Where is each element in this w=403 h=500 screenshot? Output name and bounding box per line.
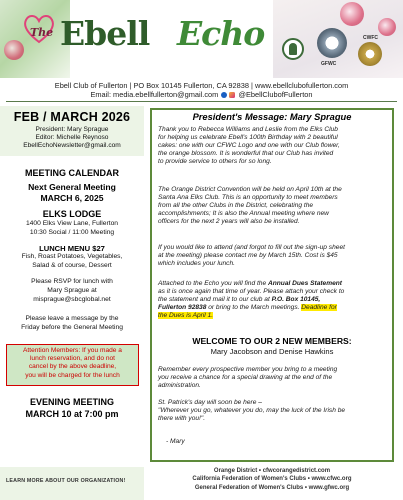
message-line: Santa Ana Elks Club. This is an opportunity to meet members: [158, 193, 338, 201]
message-line: [158, 304, 387, 312]
message-line: [158, 296, 387, 304]
message-line: administration.: [158, 381, 201, 389]
attention-line: lunch reservation, and do not: [29, 355, 116, 363]
contact-line: [0, 90, 403, 99]
message-paragraph: [158, 366, 387, 390]
cfwc-link[interactable]: California Federation of Women's Clubs • www.cfwc.org: [192, 476, 352, 483]
masthead-the: The: [30, 26, 54, 39]
new-member-names: Mary Jacobson and Denise Hawkins: [210, 347, 334, 356]
club-email[interactable]: Email: media.ebellfullerton@gmail.com: [90, 90, 219, 99]
evening-meeting-time: MARCH 10 at 7:00 pm: [25, 409, 119, 419]
message-line: the orange blossom. It is wonderful that our Club has invited: [158, 149, 334, 157]
welcome-heading: WELCOME TO OUR 2 NEW MEMBERS:: [192, 336, 352, 346]
gfwc-seal-icon: [317, 28, 347, 58]
flower-icon: [378, 18, 396, 36]
dues-statement-label: Annual Dues Statement: [267, 280, 342, 287]
message-text: or bring to the March meetings.: [206, 303, 302, 311]
message-line: [158, 280, 387, 288]
issue-editor: Editor: Michelle Reynoso: [35, 134, 109, 141]
flower-icon: [4, 40, 24, 60]
message-deadline: Friday before the General Meeting: [21, 324, 123, 331]
learn-more-link[interactable]: LEARN MORE ABOUT OUR ORGANIZATION!: [6, 478, 126, 484]
message-line: you receive a chance for a special drawing at the end of the: [158, 373, 333, 381]
dues-deadline-highlight: Deadline for: [301, 303, 337, 311]
message-line: If you would like to attend (and forgot to fill out the sign-up sheet: [158, 244, 345, 251]
cwfc-seal-label: CWFC: [363, 35, 378, 41]
president-message-panel: [150, 108, 394, 462]
facebook-icon[interactable]: [221, 92, 227, 98]
message-text: the statement and mail it to our club at: [158, 295, 272, 303]
message-line: accomplishments; It is also the Annual meeting where new: [158, 209, 329, 217]
message-line: cakes: one with our CFWC Logo and one with our Club flower,: [158, 141, 340, 149]
message-line: for helping us celebrate Ebell's 100th Birthday with 2 beautiful: [158, 133, 338, 141]
social-handle[interactable]: @EbellClubofFullerton: [238, 90, 313, 99]
issue-president: President: Mary Sprague: [35, 126, 109, 133]
masthead-title-ebell: Ebell: [60, 14, 150, 53]
message-line: "Wherever you go, whatever you do, may the luck of the Irish be: [158, 406, 346, 414]
issue-date: FEB / MARCH 2026: [13, 110, 131, 124]
attention-line: Attention Members: If you made a: [23, 347, 122, 354]
message-line: to provide service to others for so long.: [158, 157, 272, 165]
meeting-times: 10:30 Social / 11:00 Meeting: [29, 229, 115, 236]
issue-info-box: [0, 106, 144, 156]
next-meeting-label: Next General Meeting: [28, 182, 116, 192]
message-line: as it is once again that time of year. Please attach your check to: [158, 287, 345, 295]
gfwc-link[interactable]: General Federation of Women's Clubs • www.gfwc.org: [194, 484, 350, 491]
attention-notice: [6, 344, 139, 386]
attention-line: cancel by the above deadline,: [28, 363, 117, 371]
message-paragraph: [158, 186, 387, 226]
cwfc-seal-icon: [358, 42, 382, 66]
gfwc-seal-label: GFWC: [321, 61, 337, 67]
message-line: St. Patrick's day will soon be here –: [158, 399, 262, 406]
message-line: The Orange District Convention will be held on April 10th at the: [158, 186, 342, 193]
venue-name: ELKS LODGE: [42, 209, 102, 219]
masthead-title-echo: Echo: [177, 14, 265, 53]
dues-paragraph: [158, 280, 387, 320]
next-meeting-date: MARCH 6, 2025: [40, 193, 104, 203]
lunch-menu-line: Salad & of course, Dessert: [32, 262, 112, 269]
attention-line: you will be charged for the lunch: [25, 371, 120, 379]
rsvp-text: Please RSVP for lunch with: [31, 278, 113, 285]
message-line: from all the other Clubs in the District, celebrating the: [158, 201, 314, 209]
club-po-box: P.O. Box 10145,: [271, 295, 321, 303]
message-line: Thank you to Rebecca Williams and Leslie from the Elks Club: [158, 126, 338, 133]
message-line: at the meeting) please contact me by March 15th. Cost is $45: [158, 251, 338, 259]
dues-deadline-highlight: the Dues is April 1.: [158, 311, 214, 319]
message-deadline: Please leave a message by the: [25, 315, 119, 322]
orange-district-link[interactable]: Orange District • cfwcorangedistrict.com: [213, 468, 331, 474]
message-paragraph: [158, 399, 387, 423]
message-paragraph: [158, 126, 387, 166]
lunch-menu-line: Fish, Roast Potatoes, Vegetables,: [21, 253, 123, 260]
message-line: which includes your lunch.: [158, 259, 235, 267]
instagram-icon[interactable]: [229, 92, 235, 98]
evening-meeting-heading: EVENING MEETING: [29, 397, 114, 407]
flower-icon: [340, 2, 364, 26]
message-line: officers for the next 2 years will also be installed.: [158, 217, 300, 225]
club-address: Ebell Club of Fullerton | PO Box 10145 Fullerton, CA 92838 | www.ebellclubofullerton.com: [54, 81, 349, 90]
message-line: there with you!".: [158, 414, 206, 422]
meeting-calendar-heading: MEETING CALENDAR: [25, 168, 119, 178]
message-line: Remember every prospective member you bring to a meeting: [158, 366, 338, 373]
federation-links: [150, 467, 394, 492]
newsletter-email[interactable]: EbellEchoNewsletter@gmail.com: [23, 142, 121, 149]
masthead: [0, 0, 403, 78]
venue-address: 1400 Elks View Lane, Fullerton: [25, 220, 119, 227]
rsvp-email[interactable]: misprague@sbcglobal.net: [33, 296, 111, 303]
club-city-zip: Fullerton 92838: [158, 303, 207, 311]
message-paragraph: [158, 244, 387, 268]
president-message-title: President's Message: Mary Sprague: [192, 112, 352, 122]
lunch-menu-heading: LUNCH MENU $27: [39, 244, 105, 253]
header-divider: [6, 101, 397, 102]
club-seal-icon: [282, 38, 304, 60]
message-text: Attached to the Echo you will find the: [158, 280, 268, 287]
message-signoff: - Mary: [166, 438, 185, 445]
rsvp-text: Mary Sprague at: [47, 287, 97, 294]
